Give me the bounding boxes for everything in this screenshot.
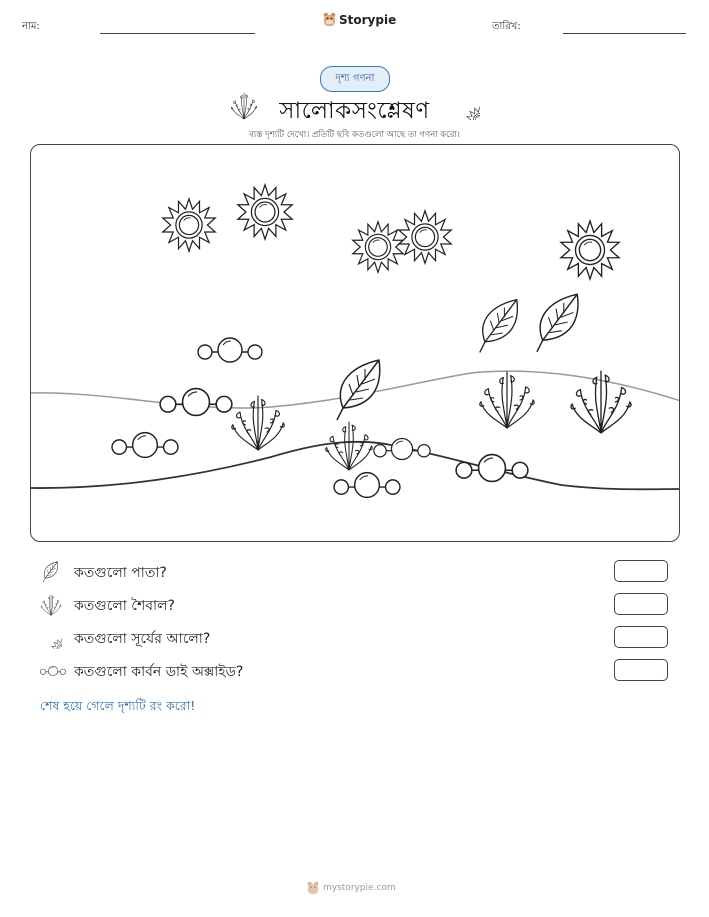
co2-molecule-icon <box>112 433 178 458</box>
website-url[interactable]: mystorypie.com <box>323 883 396 893</box>
name-label: নাম: <box>22 21 40 32</box>
brand-name: Storypie <box>339 12 397 27</box>
sun-icon <box>40 627 62 649</box>
date-field[interactable] <box>563 33 686 34</box>
seaweed-icon <box>480 372 534 428</box>
seaweed-icon <box>571 371 631 433</box>
leaf-icon <box>337 360 380 420</box>
question-text: কতগুলো শৈবাল? <box>74 598 175 614</box>
co2-molecule-icon <box>334 473 400 498</box>
co2-molecule-icon <box>374 438 430 459</box>
name-field[interactable] <box>100 33 255 34</box>
sun-icon <box>163 199 216 252</box>
instructions: ব্যস্ত দৃশ্যটি দেখো। প্রতিটি ছবি কতগুলো আছে তা গণনা করো। <box>249 130 460 140</box>
counting-scene <box>30 144 680 542</box>
question-row <box>38 625 678 651</box>
seaweed-icon <box>232 396 284 450</box>
storypie-logo <box>323 12 396 27</box>
sun-icon <box>353 222 404 273</box>
seaweed-icon <box>40 594 62 616</box>
sun-icon <box>238 185 292 239</box>
seaweed-icon <box>326 422 373 470</box>
question-text: কতগুলো সূর্যের আলো? <box>74 631 211 647</box>
question-text: কতগুলো পাতা? <box>74 565 167 581</box>
question-row <box>38 559 678 585</box>
answer-box[interactable] <box>614 626 668 648</box>
co2-molecule-icon <box>40 664 66 678</box>
leaf-icon <box>40 561 62 583</box>
answer-box[interactable] <box>614 560 668 582</box>
date-label: তারিখ: <box>492 21 521 32</box>
coloring-instruction: শেষ হয়ে গেলে দৃশ্যটি রং করো! <box>40 698 196 713</box>
question-row <box>38 592 678 618</box>
page-title: সালোকসংশ্লেষণ <box>279 98 430 124</box>
co2-molecule-icon <box>160 389 232 416</box>
answer-box[interactable] <box>614 659 668 681</box>
question-text: কতগুলো কার্বন ডাই অক্সাইড? <box>74 664 244 680</box>
bear-icon <box>323 12 336 27</box>
website-footer <box>307 881 396 895</box>
sun-icon <box>561 221 619 279</box>
leaf-icon <box>480 300 518 353</box>
leaf-icon <box>537 294 578 352</box>
category-badge: দৃশ্য গণনা <box>320 66 390 92</box>
sun-icon <box>399 211 452 264</box>
sun-icon <box>452 92 480 120</box>
question-row <box>38 658 678 684</box>
co2-molecule-icon <box>456 455 528 482</box>
co2-molecule-icon <box>198 338 262 362</box>
bear-icon <box>307 881 319 895</box>
answer-box[interactable] <box>614 593 668 615</box>
scene-illustration <box>31 145 680 542</box>
